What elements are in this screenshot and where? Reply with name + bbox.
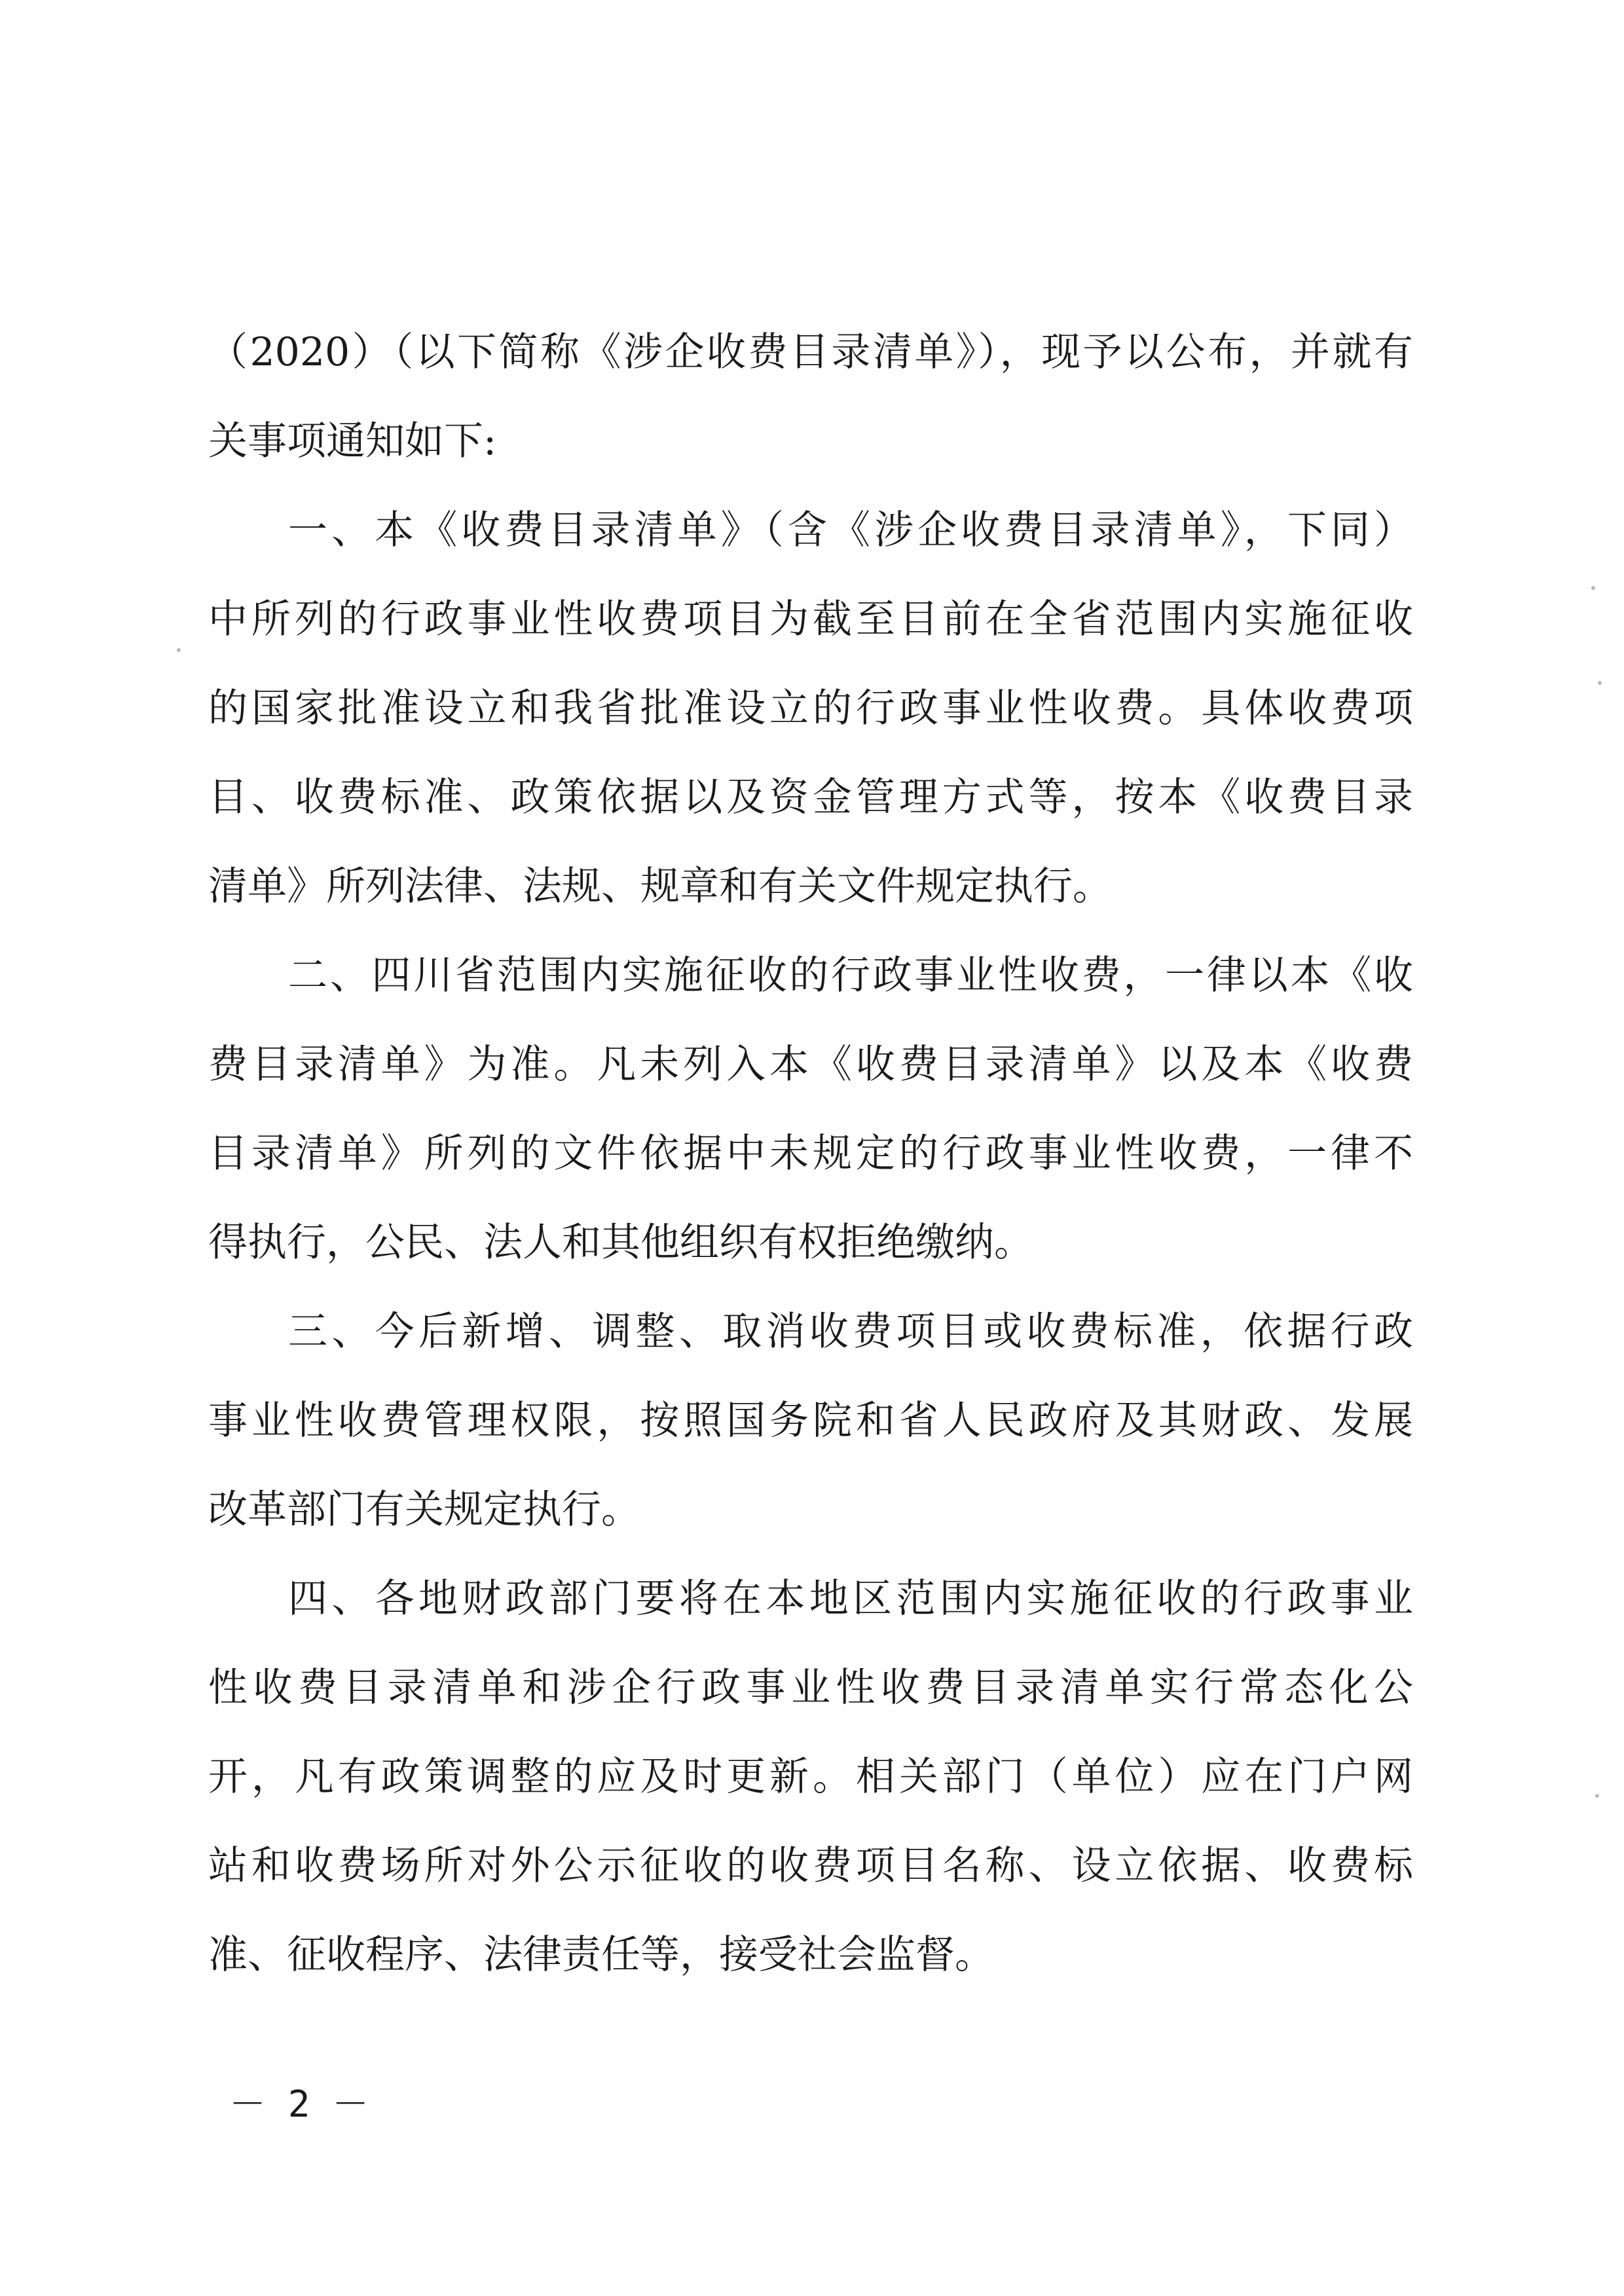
paragraph-line: 目、收费标准、政策依据以及资金管理方式等，按本《收费目录 [208, 774, 1413, 820]
page-number: － 2 － [229, 2083, 369, 2126]
paragraph-line: 四、各地财政部门要将在本地区范围内实施征收的行政事业 [288, 1576, 1413, 1622]
paragraph-line: 一、本《收费目录清单》（含《涉企收费目录清单》，下同） [288, 507, 1413, 553]
paragraph-line: 关事项通知如下: [208, 418, 497, 464]
paragraph-line: 费目录清单》为准。凡未列入本《收费目录清单》以及本《收费 [208, 1042, 1413, 1087]
scan-speck [1591, 586, 1595, 590]
scan-speck [1598, 681, 1602, 685]
paragraph-line: 得执行，公民、法人和其他组织有权拒绝缴纳。 [208, 1220, 1033, 1266]
paragraph-line: 站和收费场所对外公示征收的收费项目名称、设立依据、收费标 [208, 1843, 1413, 1889]
paragraph-line: 目录清单》所列的文件依据中未规定的行政事业性收费，一律不 [208, 1131, 1413, 1176]
paragraph-line: 性收费目录清单和涉企行政事业性收费目录清单实行常态化公 [208, 1665, 1413, 1711]
paragraph-line: 清单》所列法律、法规、规章和有关文件规定执行。 [208, 864, 1112, 909]
body-text [208, 308, 1413, 1999]
paragraph-line: 二、四川省范围内实施征收的行政事业性收费，一律以本《收 [288, 953, 1413, 998]
paragraph-line: 准、征收程序、法律责任等，接受社会监督。 [208, 1932, 994, 1978]
paragraph-line: 三、今后新增、调整、取消收费项目或收费标准，依据行政 [288, 1309, 1413, 1355]
scan-speck [1595, 1794, 1599, 1798]
paragraph-line: 开，凡有政策调整的应及时更新。相关部门（单位）应在门户网 [208, 1754, 1413, 1800]
paragraph-line: 事业性收费管理权限，按照国务院和省人民政府及其财政、发展 [208, 1398, 1413, 1444]
paragraph-line: 中所列的行政事业性收费项目为截至目前在全省范围内实施征收 [208, 596, 1413, 642]
paragraph-line: （2020）（以下简称《涉企收费目录清单》），现予以公布，并就有 [208, 329, 1413, 375]
scan-speck [177, 648, 181, 652]
paragraph-line: 改革部门有关规定执行。 [208, 1487, 640, 1533]
paragraph-line: 的国家批准设立和我省批准设立的行政事业性收费。具体收费项 [208, 685, 1413, 731]
